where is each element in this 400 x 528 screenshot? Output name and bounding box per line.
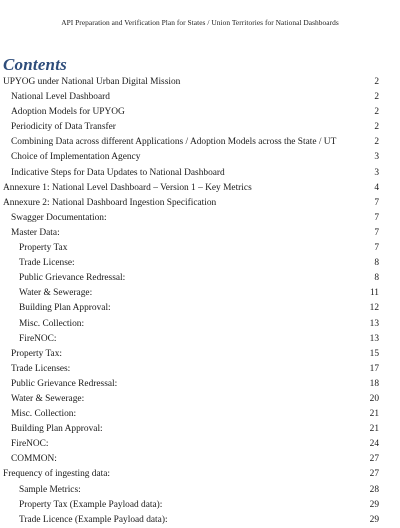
toc-entry-page-number[interactable]: 4 — [374, 182, 379, 193]
toc-entry-label[interactable]: Indicative Steps for Data Updates to National Dashboard — [11, 167, 225, 178]
toc-entry-label[interactable]: Building Plan Approval: — [11, 424, 103, 435]
toc-entry-label[interactable]: Misc. Collection: — [11, 409, 77, 420]
toc-entry[interactable] — [0, 181, 400, 196]
toc-entry[interactable] — [0, 120, 400, 135]
toc-entry-label[interactable]: Master Data: — [11, 227, 60, 238]
toc-entry[interactable] — [0, 196, 400, 211]
toc-entry-label[interactable]: COMMON: — [11, 454, 57, 465]
toc-entry-label[interactable]: FireNOC: — [11, 439, 49, 450]
toc-entry[interactable] — [0, 317, 400, 332]
toc-entry-page-number[interactable]: 28 — [369, 484, 379, 495]
toc-entry-page-number[interactable]: 7 — [374, 227, 379, 238]
toc-entry[interactable] — [0, 286, 400, 301]
toc-entry-page-number[interactable]: 13 — [369, 318, 379, 329]
page-header: API Preparation and Verification Plan for States / Union Territories for National Dashboards — [61, 18, 339, 27]
toc-entry-label[interactable]: Frequency of ingesting data: — [3, 469, 111, 480]
toc-entry-page-number[interactable]: 3 — [374, 167, 379, 178]
toc-entry-label[interactable]: Combining Data across different Applications / Adoption Models across the State / UT — [11, 137, 337, 148]
toc-entry[interactable] — [0, 211, 400, 226]
toc-entry[interactable] — [0, 301, 400, 316]
toc-entry-page-number[interactable]: 7 — [374, 243, 379, 254]
toc-entry[interactable] — [0, 105, 400, 120]
toc-entry-label[interactable]: Trade License: — [19, 258, 75, 269]
toc-entry-page-number[interactable]: 2 — [374, 137, 379, 148]
toc-entry-page-number[interactable]: 8 — [374, 273, 379, 284]
toc-entry-page-number[interactable]: 7 — [374, 197, 379, 208]
toc-entry[interactable] — [0, 467, 400, 482]
toc-entry-label[interactable]: Sample Metrics: — [19, 484, 81, 495]
toc-entry[interactable] — [0, 166, 400, 181]
toc-entry-page-number[interactable]: 11 — [369, 288, 379, 299]
toc-entry[interactable] — [0, 437, 400, 452]
toc-entry[interactable] — [0, 271, 400, 286]
toc-entry-page-number[interactable]: 21 — [369, 409, 379, 420]
toc-entry[interactable] — [0, 226, 400, 241]
toc-entry-page-number[interactable]: 21 — [369, 424, 379, 435]
toc-entry[interactable] — [0, 75, 400, 90]
toc-entry-page-number[interactable]: 17 — [369, 363, 379, 374]
toc-list — [0, 75, 400, 528]
toc-entry-page-number[interactable]: 3 — [374, 152, 379, 163]
toc-entry-page-number[interactable]: 29 — [369, 514, 379, 525]
toc-entry-page-number[interactable]: 12 — [369, 303, 379, 314]
toc-entry-label[interactable]: National Level Dashboard — [11, 92, 110, 103]
toc-entry[interactable] — [0, 90, 400, 105]
toc-entry-page-number[interactable]: 24 — [369, 439, 379, 450]
toc-entry[interactable] — [0, 498, 400, 513]
toc-entry[interactable] — [0, 483, 400, 498]
toc-entry-label[interactable]: Adoption Models for UPYOG — [11, 107, 125, 118]
toc-entry[interactable] — [0, 150, 400, 165]
toc-entry-label[interactable]: UPYOG under National Urban Digital Mission — [3, 77, 181, 87]
toc-entry-page-number[interactable]: 20 — [369, 393, 379, 404]
toc-entry-label[interactable]: Choice of Implementation Agency — [11, 152, 141, 163]
toc-entry[interactable] — [0, 135, 400, 150]
toc-entry-label[interactable]: Water & Sewerage: — [11, 393, 85, 404]
toc-entry-label[interactable]: Trade Licence (Example Payload data): — [19, 514, 168, 525]
toc-entry-page-number[interactable]: 27 — [369, 469, 379, 480]
toc-entry-label[interactable]: Swagger Documentation: — [11, 212, 107, 223]
toc-entry-page-number[interactable]: 18 — [369, 378, 379, 389]
toc-entry[interactable] — [0, 241, 400, 256]
toc-entry[interactable] — [0, 513, 400, 528]
toc-entry-label[interactable]: Trade Licenses: — [11, 363, 71, 374]
toc-entry-page-number[interactable]: 2 — [374, 122, 379, 133]
toc-entry[interactable] — [0, 452, 400, 467]
toc-entry[interactable] — [0, 347, 400, 362]
toc-entry-label[interactable]: Property Tax — [19, 243, 68, 254]
toc-entry-page-number[interactable]: 2 — [374, 107, 379, 118]
toc-entry-label[interactable]: Annexure 1: National Level Dashboard – Version 1 – Key Metrics — [3, 182, 252, 193]
toc-entry-label[interactable]: Property Tax: — [11, 348, 62, 359]
toc-entry[interactable] — [0, 422, 400, 437]
toc-title: Contents — [3, 55, 67, 74]
toc-entry[interactable] — [0, 332, 400, 347]
toc-entry-page-number[interactable]: 2 — [374, 92, 379, 103]
toc-entry[interactable] — [0, 407, 400, 422]
toc-entry-label[interactable]: Public Grievance Redressal: — [19, 273, 126, 284]
toc-entry-label[interactable]: Public Grievance Redressal: — [11, 378, 118, 389]
toc-entry-label[interactable]: Misc. Collection: — [19, 318, 85, 329]
toc-entry[interactable] — [0, 377, 400, 392]
toc-entry-label[interactable]: Property Tax (Example Payload data): — [19, 499, 163, 510]
toc-entry-page-number[interactable]: 7 — [374, 212, 379, 223]
toc-entry-label[interactable]: Water & Sewerage: — [19, 288, 93, 299]
toc-entry-label[interactable]: FireNOC: — [19, 333, 57, 344]
toc-entry[interactable] — [0, 392, 400, 407]
toc-entry[interactable] — [0, 256, 400, 271]
toc-entry-label[interactable]: Building Plan Approval: — [19, 303, 111, 314]
toc-entry-page-number[interactable]: 15 — [369, 348, 379, 359]
toc-entry-page-number[interactable]: 29 — [369, 499, 379, 510]
toc-entry-label[interactable]: Annexure 2: National Dashboard Ingestion Specification — [3, 197, 217, 208]
toc-entry-page-number[interactable]: 2 — [374, 77, 379, 87]
toc-entry-label[interactable]: Periodicity of Data Transfer — [11, 122, 116, 133]
toc-entry-page-number[interactable]: 8 — [374, 258, 379, 269]
toc-entry-page-number[interactable]: 13 — [369, 333, 379, 344]
toc-entry[interactable] — [0, 362, 400, 377]
toc-entry-page-number[interactable]: 27 — [369, 454, 379, 465]
